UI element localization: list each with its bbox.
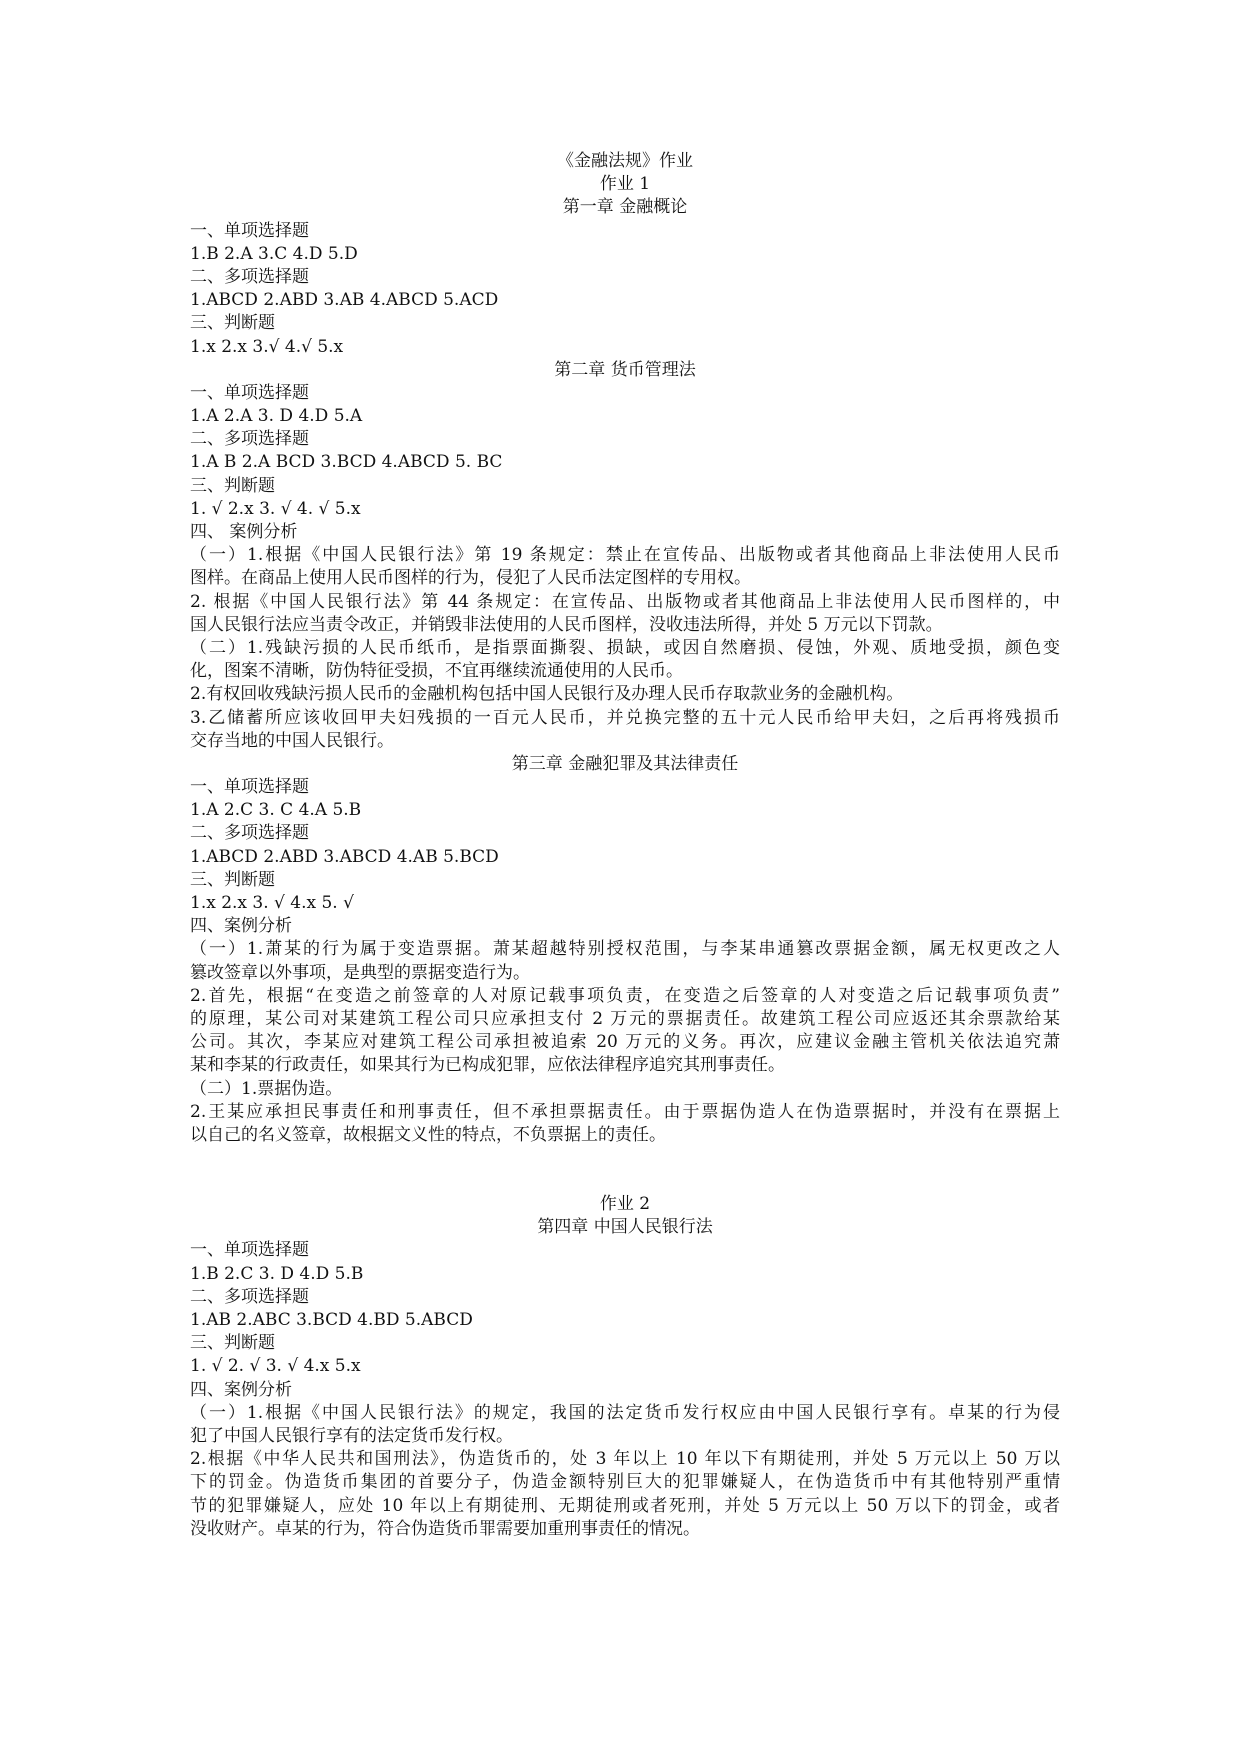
ch2-case-line: 图样。在商品上使用人民币图样的行为，侵犯了人民币法定图样的专用权。 [190, 568, 751, 589]
ch3-case-line: 2.首先，根据“在变造之前签章的人对原记载事项负责，在变造之后签章的人对变造之后记载事项负责” [190, 985, 1060, 1006]
chapter-3-heading: 第三章 金融犯罪及其法律责任 [511, 753, 739, 774]
ch3-single-choice-answers: 1.A 2.C 3. C 4.A 5.B [190, 800, 362, 821]
ch2-case-line: 化，图案不清晰，防伪特征受损，不宜再继续流通使用的人民币。 [190, 661, 683, 682]
ch3-case-line: （二）1.票据伪造。 [190, 1078, 343, 1099]
ch3-case-line: （一）1.萧某的行为属于变造票据。萧某超越特别授权范围，与李某串通篡改票据金额，属无权更改之人 [190, 939, 1060, 960]
ch2-multi-choice-answers: 1.A B 2.A BCD 3.BCD 4.ABCD 5. BC [190, 452, 503, 473]
ch2-case-line: 3.乙储蓄所应该收回甲夫妇残损的一百元人民币，并兑换完整的五十元人民币给甲夫妇，之后再将残损币 [190, 707, 1060, 728]
ch4-multi-choice-label: 二、多项选择题 [190, 1286, 309, 1307]
ch3-case-line: 以自己的名义签章，故根据文义性的特点，不负票据上的责任。 [190, 1124, 666, 1145]
ch2-single-choice-label: 一、单项选择题 [190, 382, 309, 403]
ch3-case-line: 某和李某的行政责任，如果其行为已构成犯罪，应依法律程序追究其刑事责任。 [190, 1055, 785, 1076]
chapter-4-heading: 第四章 中国人民银行法 [537, 1217, 713, 1238]
ch4-judge-label: 三、判断题 [190, 1333, 275, 1354]
ch3-case-line: 的原理，某公司对某建筑工程公司只应承担支付 2 万元的票据责任。故建筑工程公司应返还其余票款给某 [190, 1008, 1060, 1029]
ch3-single-choice-label: 一、单项选择题 [190, 777, 309, 798]
ch3-judge-answers: 1.x 2.x 3. √ 4.x 5. √ [190, 893, 354, 913]
ch4-single-choice-answers: 1.B 2.C 3. D 4.D 5.B [190, 1263, 364, 1284]
ch4-case-line: （一）1.根据《中国人民银行法》的规定，我国的法定货币发行权应由中国人民银行享有。卓某的行为侵 [190, 1402, 1060, 1423]
ch2-case-line: 2. 根据《中国人民银行法》第 44 条规定：在宣传品、出版物或者其他商品上非法使用人民币图样的，中 [190, 591, 1060, 612]
ch1-single-choice-answers: 1.B 2.A 3.C 4.D 5.D [190, 243, 358, 264]
ch1-judge-label: 三、判断题 [190, 313, 275, 334]
homework-1-heading: 作业 1 [599, 174, 651, 195]
ch4-case-line: 犯了中国人民银行享有的法定货币发行权。 [190, 1425, 513, 1446]
ch2-case-line: 国人民银行法应当责令改正，并销毁非法使用的人民币图样，没收违法所得，并处 5 万元以下罚款。 [190, 614, 943, 635]
ch3-case-line: 公司。其次，李某应对建筑工程公司承担被追索 20 万元的义务。再次，应建议金融主管机关依法追究萧 [190, 1032, 1060, 1053]
ch3-case-line: 篡改签章以外事项，是典型的票据变造行为。 [190, 962, 530, 983]
document-title: 《金融法规》作业 [557, 151, 693, 171]
ch3-multi-choice-label: 二、多项选择题 [190, 823, 309, 844]
ch2-case-line: 2.有权回收残缺污损人民币的金融机构包括中国人民银行及办理人民币存取款业务的金融机构。 [190, 684, 904, 705]
ch1-multi-choice-answers: 1.ABCD 2.ABD 3.AB 4.ABCD 5.ACD [190, 290, 499, 311]
chapter-2-heading: 第二章 货币管理法 [554, 359, 696, 380]
ch2-single-choice-answers: 1.A 2.A 3. D 4.D 5.A [190, 406, 363, 427]
ch1-judge-answers: 1.x 2.x 3.√ 4.√ 5.x [190, 336, 344, 357]
ch4-case-label: 四、案例分析 [190, 1379, 292, 1400]
ch4-single-choice-label: 一、单项选择题 [190, 1240, 309, 1261]
ch2-case-label: 四、 案例分析 [190, 522, 298, 542]
ch3-multi-choice-answers: 1.ABCD 2.ABD 3.ABCD 4.AB 5.BCD [190, 846, 499, 867]
ch2-case-line: （一）1.根据《中国人民银行法》第 19 条规定：禁止在宣传品、出版物或者其他商品上非法使用人民币 [190, 545, 1060, 566]
chapter-1-heading: 第一章 金融概论 [562, 197, 688, 218]
ch1-single-choice-label: 一、单项选择题 [190, 220, 309, 241]
homework-2-heading: 作业 2 [599, 1194, 651, 1215]
section-spacer [190, 1147, 1060, 1193]
ch4-case-line: 没收财产。卓某的行为，符合伪造货币罪需要加重刑事责任的情况。 [190, 1518, 700, 1539]
ch3-case-label: 四、案例分析 [190, 916, 292, 937]
ch1-multi-choice-label: 二、多项选择题 [190, 266, 309, 287]
ch2-judge-answers: 1. √ 2.x 3. √ 4. √ 5.x [190, 498, 361, 519]
ch4-case-line: 下的罚金。伪造货币集团的首要分子，伪造金额特别巨大的犯罪嫌疑人，在伪造货币中有其他特别严重情 [190, 1472, 1060, 1493]
ch2-multi-choice-label: 二、多项选择题 [190, 429, 309, 450]
ch4-case-line: 节的犯罪嫌疑人，应处 10 年以上有期徒刑、无期徒刑或者死刑，并处 5 万元以上 50 万以下的罚金，或者 [190, 1495, 1060, 1516]
ch2-judge-label: 三、判断题 [190, 475, 275, 496]
ch4-multi-choice-answers: 1.AB 2.ABC 3.BCD 4.BD 5.ABCD [190, 1310, 473, 1330]
ch2-case-line: 交存当地的中国人民银行。 [190, 730, 394, 751]
ch2-case-line: （二）1.残缺污损的人民币纸币，是指票面撕裂、损缺，或因自然磨损、侵蚀，外观、质地受损，颜色变 [190, 637, 1060, 658]
ch4-judge-answers: 1. √ 2. √ 3. √ 4.x 5.x [190, 1356, 361, 1377]
ch3-case-line: 2.王某应承担民事责任和刑事责任，但不承担票据责任。由于票据伪造人在伪造票据时，并没有在票据上 [190, 1101, 1060, 1122]
ch3-judge-label: 三、判断题 [190, 869, 275, 890]
document-content [190, 150, 1060, 1541]
ch4-case-line: 2.根据《中华人民共和国刑法》，伪造货币的，处 3 年以上 10 年以下有期徒刑，并处 5 万元以上 50 万以 [190, 1449, 1060, 1470]
